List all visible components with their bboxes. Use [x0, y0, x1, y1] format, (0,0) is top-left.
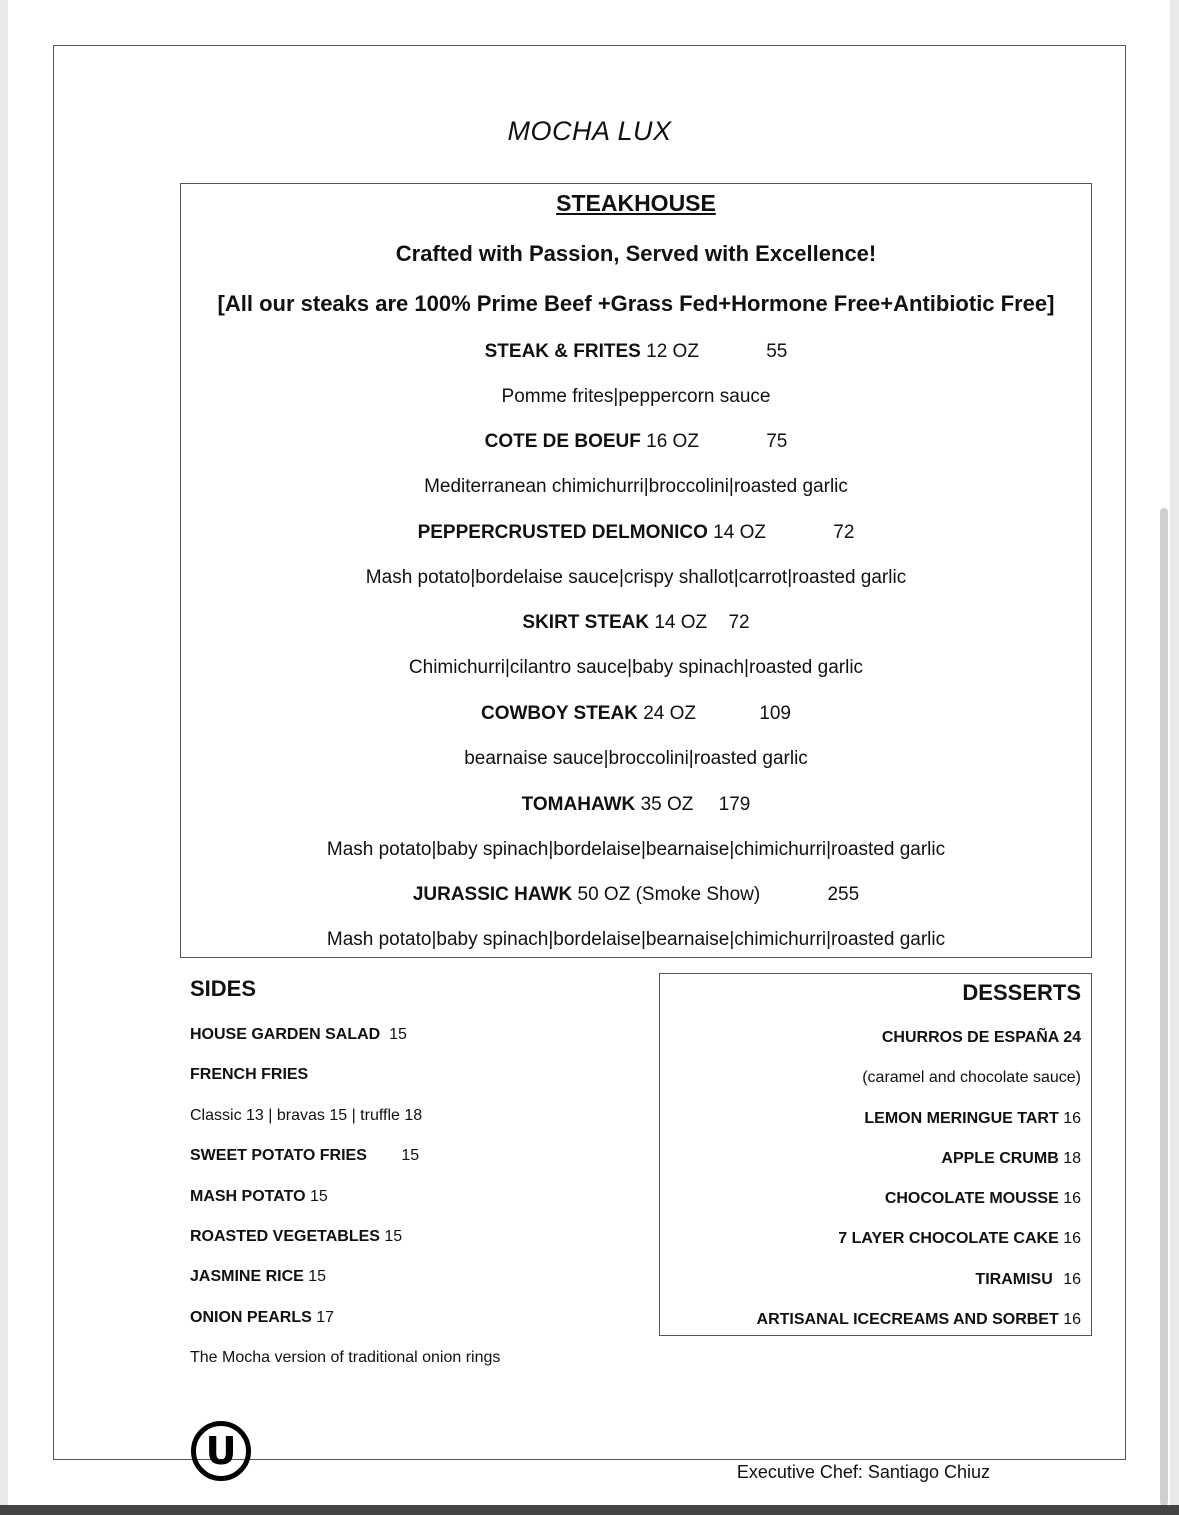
steak-price: 109 — [759, 703, 791, 724]
dessert-item — [864, 1110, 1081, 1128]
ou-letter: U — [205, 1429, 237, 1473]
dessert-name: APPLE CRUMB — [941, 1150, 1059, 1167]
side-item — [190, 1147, 419, 1165]
steak-item — [181, 703, 1091, 725]
side-name: FRENCH FRIES — [190, 1066, 309, 1083]
side-item — [190, 1066, 308, 1084]
steak-description: bearnaise sauce|broccolini|roasted garlic — [464, 748, 808, 769]
steak-size: 50 OZ (Smoke Show) — [577, 884, 761, 905]
dessert-item — [941, 1150, 1081, 1168]
steak-description: Mash potato|baby spinach|bordelaise|bearnaise|chimichurri|roasted garlic — [326, 929, 946, 950]
side-name: ONION PEARLS — [190, 1309, 312, 1326]
steakhouse-note: [All our steaks are 100% Prime Beef +Grass Fed+Hormone Free+Antibiotic Free] — [217, 291, 1055, 316]
steakhouse-title: STEAKHOUSE — [556, 190, 716, 216]
dessert-price: 18 — [1063, 1150, 1081, 1167]
dessert-name: CHOCOLATE MOUSSE — [884, 1190, 1059, 1207]
dessert-item — [885, 1190, 1081, 1208]
steak-description: Mash potato|baby spinach|bordelaise|bearnaise|chimichurri|roasted garlic — [326, 839, 946, 860]
dessert-price: 16 — [1063, 1110, 1081, 1127]
steak-size: 35 OZ — [640, 794, 694, 815]
steak-price: 72 — [728, 612, 750, 633]
bottom-edge — [0, 1505, 1179, 1515]
steak-name: JURASSIC HAWK — [412, 884, 573, 905]
side-description: The Mocha version of traditional onion rings — [190, 1349, 501, 1366]
steak-description: Pomme frites|peppercorn sauce — [501, 386, 771, 407]
side-name: JASMINE RICE — [190, 1268, 304, 1285]
steak-description: Chimichurri|cilantro sauce|baby spinach|roasted garlic — [408, 657, 864, 678]
side-item — [190, 1026, 407, 1044]
steakhouse-tagline: Crafted with Passion, Served with Excellence! — [395, 241, 877, 266]
side-description: Classic 13 | bravas 15 | truffle 18 — [190, 1107, 423, 1124]
restaurant-brand: MOCHA LUX — [507, 116, 672, 146]
side-price: 15 — [389, 1026, 407, 1043]
ou-kosher-icon — [191, 1421, 251, 1481]
steak-item — [181, 522, 1091, 544]
side-name: SWEET POTATO FRIES — [190, 1147, 367, 1164]
dessert-item — [882, 1029, 1081, 1047]
side-price: 15 — [384, 1228, 403, 1245]
steak-name: PEPPERCRUSTED DELMONICO — [417, 522, 708, 543]
steak-size: 16 OZ — [646, 431, 699, 452]
dessert-description: (caramel and chocolate sauce) — [862, 1069, 1081, 1086]
side-item — [190, 1309, 334, 1327]
steak-size: 14 OZ — [713, 522, 766, 543]
steak-name: SKIRT STEAK — [522, 612, 650, 633]
steak-name: TOMAHAWK — [521, 794, 636, 815]
dessert-name: LEMON MERINGUE TART — [864, 1110, 1059, 1127]
steak-item — [181, 794, 1091, 816]
vertical-scrollbar[interactable] — [1160, 508, 1168, 1506]
steak-name: COTE DE BOEUF — [484, 431, 641, 452]
executive-chef: Executive Chef: Santiago Chiuz — [736, 1462, 990, 1482]
dessert-item — [975, 1271, 1081, 1289]
dessert-name: TIRAMISU — [975, 1271, 1053, 1288]
steak-size: 12 OZ — [646, 341, 699, 362]
steak-price: 55 — [766, 341, 788, 362]
steak-item — [181, 431, 1091, 453]
steak-price: 75 — [766, 431, 788, 452]
side-name: HOUSE GARDEN SALAD — [190, 1026, 381, 1043]
dessert-price: 16 — [1063, 1311, 1081, 1328]
steak-size: 14 OZ — [654, 612, 708, 633]
dessert-price: 16 — [1063, 1230, 1081, 1247]
steak-item — [181, 612, 1091, 634]
side-price: 17 — [316, 1309, 335, 1326]
dessert-price: 16 — [1063, 1190, 1081, 1207]
steak-price: 179 — [718, 794, 751, 815]
steak-name: STEAK & FRITES — [484, 341, 641, 362]
side-price: 15 — [308, 1268, 327, 1285]
steak-price: 255 — [827, 884, 860, 905]
steak-price: 72 — [833, 522, 855, 543]
document-page — [8, 0, 1170, 1505]
steak-size: 24 OZ — [643, 703, 697, 724]
steak-description: Mediterranean chimichurri|broccolini|roasted garlic — [424, 476, 848, 497]
desserts-section — [659, 973, 1092, 1336]
steakhouse-section — [180, 183, 1092, 958]
dessert-price: 16 — [1063, 1271, 1081, 1288]
side-item — [190, 1188, 328, 1206]
menu-frame — [53, 45, 1126, 1482]
side-name: ROASTED VEGETABLES — [190, 1228, 380, 1245]
dessert-name: 7 LAYER CHOCOLATE CAKE — [838, 1230, 1059, 1247]
dessert-item — [757, 1311, 1081, 1329]
steak-name: COWBOY STEAK — [480, 703, 638, 724]
side-name: MASH POTATO — [190, 1188, 306, 1205]
sides-title: SIDES — [190, 976, 257, 1001]
steak-description: Mash potato|bordelaise sauce|crispy shallot|carrot|roasted garlic — [365, 567, 907, 588]
desserts-title: DESSERTS — [962, 980, 1081, 1005]
steak-item — [181, 341, 1091, 363]
steak-item — [181, 884, 1091, 906]
side-price: 15 — [310, 1188, 328, 1205]
dessert-name: CHURROS DE ESPAÑA 24 — [881, 1029, 1081, 1046]
dessert-name: ARTISANAL ICECREAMS AND SORBET — [756, 1311, 1059, 1328]
side-item — [190, 1228, 402, 1246]
side-item — [190, 1268, 326, 1286]
dessert-item — [838, 1230, 1081, 1248]
side-price: 15 — [401, 1147, 420, 1164]
